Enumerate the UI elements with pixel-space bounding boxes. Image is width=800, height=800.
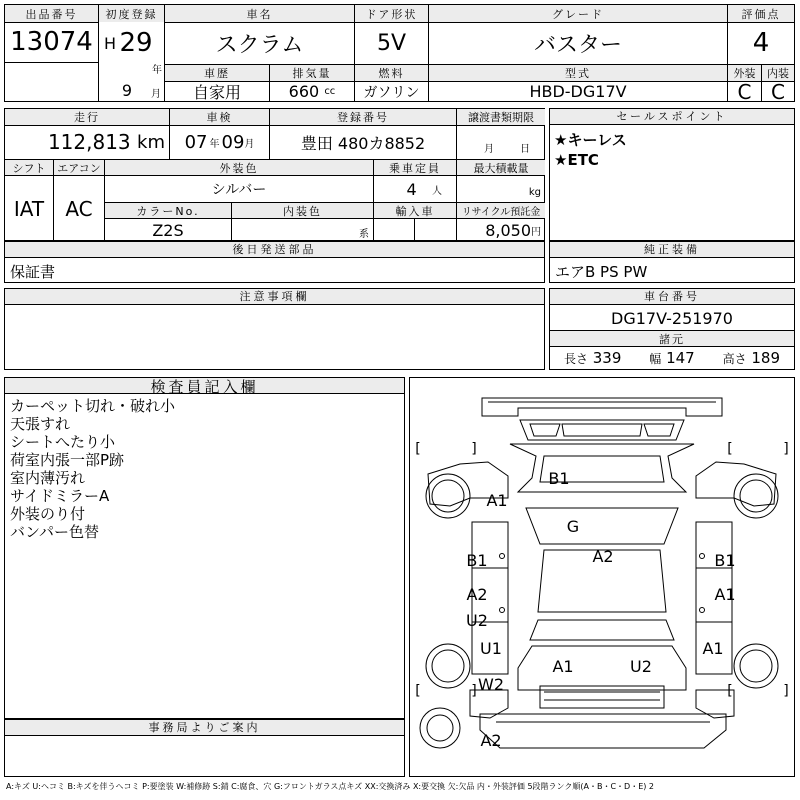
aircon: AC <box>65 196 93 221</box>
door-type: 5V <box>376 30 407 56</box>
sales-item: ★ETC <box>554 151 599 169</box>
mileage-label: 走行 <box>5 109 169 125</box>
notes-box <box>4 288 545 370</box>
height: 189 <box>751 349 781 367</box>
width-label: 幅 <box>649 352 662 366</box>
seats-unit: 人 <box>432 185 442 197</box>
damage-mark: A1 <box>486 490 508 510</box>
grade: バスター <box>533 32 622 58</box>
bracket-mark: [ <box>415 441 421 457</box>
era: H <box>103 33 117 53</box>
name-label: 車名 <box>165 5 354 22</box>
damage-mark: U2 <box>630 656 652 676</box>
sales-label: セールスポイント <box>550 109 794 125</box>
sales-points <box>549 108 795 241</box>
car-outline-drawing <box>410 378 794 776</box>
int-label: 内装 <box>762 65 794 81</box>
car-diagram <box>409 377 795 777</box>
later-label: 後日発送部品 <box>5 242 544 258</box>
office-info <box>4 719 405 777</box>
fuel: ガソリン <box>363 84 420 101</box>
ext-label: 外装 <box>728 65 761 81</box>
load-unit: kg <box>528 186 541 198</box>
length-label: 長さ <box>563 352 588 366</box>
ext-grade: C <box>737 82 752 101</box>
remark-line: 外装のり付 <box>10 505 86 523</box>
inspect-month: 09 <box>221 131 245 153</box>
later-parts <box>4 241 545 283</box>
damage-mark: A1 <box>702 638 724 658</box>
damage-mark: B1 <box>466 550 488 570</box>
reg-label: 初度登録 <box>99 5 164 22</box>
mileage-value: 112,813 <box>47 130 131 154</box>
grade-label: グレード <box>429 5 727 22</box>
inspect-year-unit: 年 <box>209 138 220 150</box>
damage-mark: G <box>566 516 580 536</box>
mileage-unit: km <box>137 131 165 153</box>
disp-label: 排気量 <box>270 65 354 81</box>
int-grade: C <box>771 82 785 101</box>
remark-line: 室内薄汚れ <box>10 469 86 487</box>
damage-mark: U1 <box>480 638 502 658</box>
shift: IAT <box>13 196 45 221</box>
transfer-label: 譲渡書類期限 <box>457 109 545 125</box>
inspect-date <box>170 126 269 158</box>
seats-value: 4 <box>406 179 417 199</box>
seats <box>374 176 456 202</box>
bracket-mark: [ <box>727 441 733 457</box>
dims-row <box>550 347 794 369</box>
inspector-label: 検査員記入欄 <box>5 378 404 394</box>
recycle-unit: 円 <box>531 226 541 238</box>
damage-mark: A1 <box>714 584 736 604</box>
remark-line: カーペット切れ・破れ小 <box>10 397 176 415</box>
notes-label: 注意事項欄 <box>5 289 544 305</box>
door-label: ドア形状 <box>355 5 428 22</box>
header-block <box>4 4 795 102</box>
damage-mark: B1 <box>714 550 736 570</box>
office-label: 事務局よりご案内 <box>5 720 404 736</box>
damage-mark: W2 <box>478 674 504 694</box>
load-label: 最大積載量 <box>457 160 545 175</box>
lot-label: 出品番号 <box>5 5 98 22</box>
inspect-label: 車検 <box>170 109 269 125</box>
ext-color: シルバー <box>211 182 267 198</box>
displacement <box>270 82 354 101</box>
inspect-month-unit: 月 <box>244 138 255 150</box>
reg-month: 9 <box>121 80 133 100</box>
plate-label: 登録番号 <box>270 109 456 125</box>
car-name: スクラム <box>215 32 304 58</box>
remark-line: シートへたり小 <box>10 433 116 451</box>
inspector-remarks <box>4 377 405 719</box>
mileage <box>5 126 169 158</box>
transfer-day: 日 <box>520 143 530 155</box>
year-unit: 年 <box>152 64 162 75</box>
bracket-mark: ] <box>471 441 477 457</box>
equip-label: 純正装備 <box>550 242 794 258</box>
details-block <box>4 108 545 241</box>
damage-mark: A2 <box>466 584 488 604</box>
remarks-list <box>10 397 175 541</box>
damage-mark: B1 <box>548 468 570 488</box>
intcolor-label: 内装色 <box>232 203 373 218</box>
plate: 豊田 480カ8852 <box>300 133 426 153</box>
seats-label: 乗車定員 <box>374 160 456 175</box>
width: 147 <box>666 349 695 367</box>
chassis-number: DG17V-251970 <box>611 308 733 328</box>
bracket-mark: ] <box>783 441 789 457</box>
damage-mark: U2 <box>466 610 488 630</box>
shift-label: シフト <box>5 160 53 175</box>
color-number: Z2S <box>152 220 184 240</box>
lot-number: 13074 <box>10 27 93 57</box>
chassis-box <box>549 288 795 370</box>
remark-line: 天張すれ <box>10 415 71 433</box>
legend-text: A:キズ U:ヘコミ B:キズを伴うヘコミ P:要塗装 W:補修跡 S:錆 C:腐食、穴 G:フロントガラス点キズ XX:交換済み X:要交換 欠:欠品 内・外装評価 5段階ランク順(A・B・C・D・E) 2 <box>6 782 655 791</box>
dims-label: 諸元 <box>550 331 794 346</box>
score-label: 評価点 <box>728 5 794 22</box>
later-value: 保証書 <box>10 263 56 281</box>
history-label: 車歴 <box>165 65 269 81</box>
transfer-month: 月 <box>484 143 494 155</box>
damage-mark: A1 <box>552 656 574 676</box>
bracket-mark: ] <box>783 683 789 699</box>
damage-mark: A2 <box>592 546 614 566</box>
genuine-equipment <box>549 241 795 283</box>
length: 339 <box>592 349 622 367</box>
bracket-mark: ] <box>471 683 477 699</box>
recycle-value: 8,050 <box>485 220 531 240</box>
import-label: 輸入車 <box>374 203 456 218</box>
model: HBD-DG17V <box>529 82 627 101</box>
inspect-year: 07 <box>184 131 208 153</box>
bracket-mark: [ <box>727 683 733 699</box>
equip-value: エアB PS PW <box>555 263 648 281</box>
ac-label: エアコン <box>54 160 104 175</box>
bracket-mark: [ <box>415 683 421 699</box>
recycle <box>457 219 545 241</box>
chassis-label: 車台番号 <box>550 289 794 305</box>
recycle-label: リサイクル預託金 <box>457 203 545 218</box>
intcolor-unit: 系 <box>359 228 369 240</box>
disp-unit: cc <box>324 86 336 97</box>
damage-mark: A2 <box>480 730 502 750</box>
height-label: 高さ <box>722 352 747 366</box>
month-unit: 月 <box>151 88 161 99</box>
remark-line: バンパー色替 <box>10 523 99 541</box>
score: 4 <box>752 28 770 58</box>
model-label: 型式 <box>429 65 727 81</box>
fuel-label: 燃料 <box>355 65 428 81</box>
color-label: 外装色 <box>105 160 373 175</box>
remark-line: サイドミラーA <box>10 487 110 505</box>
sales-item: ★キーレス <box>554 131 627 149</box>
remark-line: 荷室内張一部P跡 <box>10 451 125 469</box>
disp-value: 660 <box>288 82 320 101</box>
reg-year: 29 <box>119 28 153 58</box>
history: 自家用 <box>192 83 241 101</box>
colorno-label: カラーNo. <box>105 203 231 218</box>
